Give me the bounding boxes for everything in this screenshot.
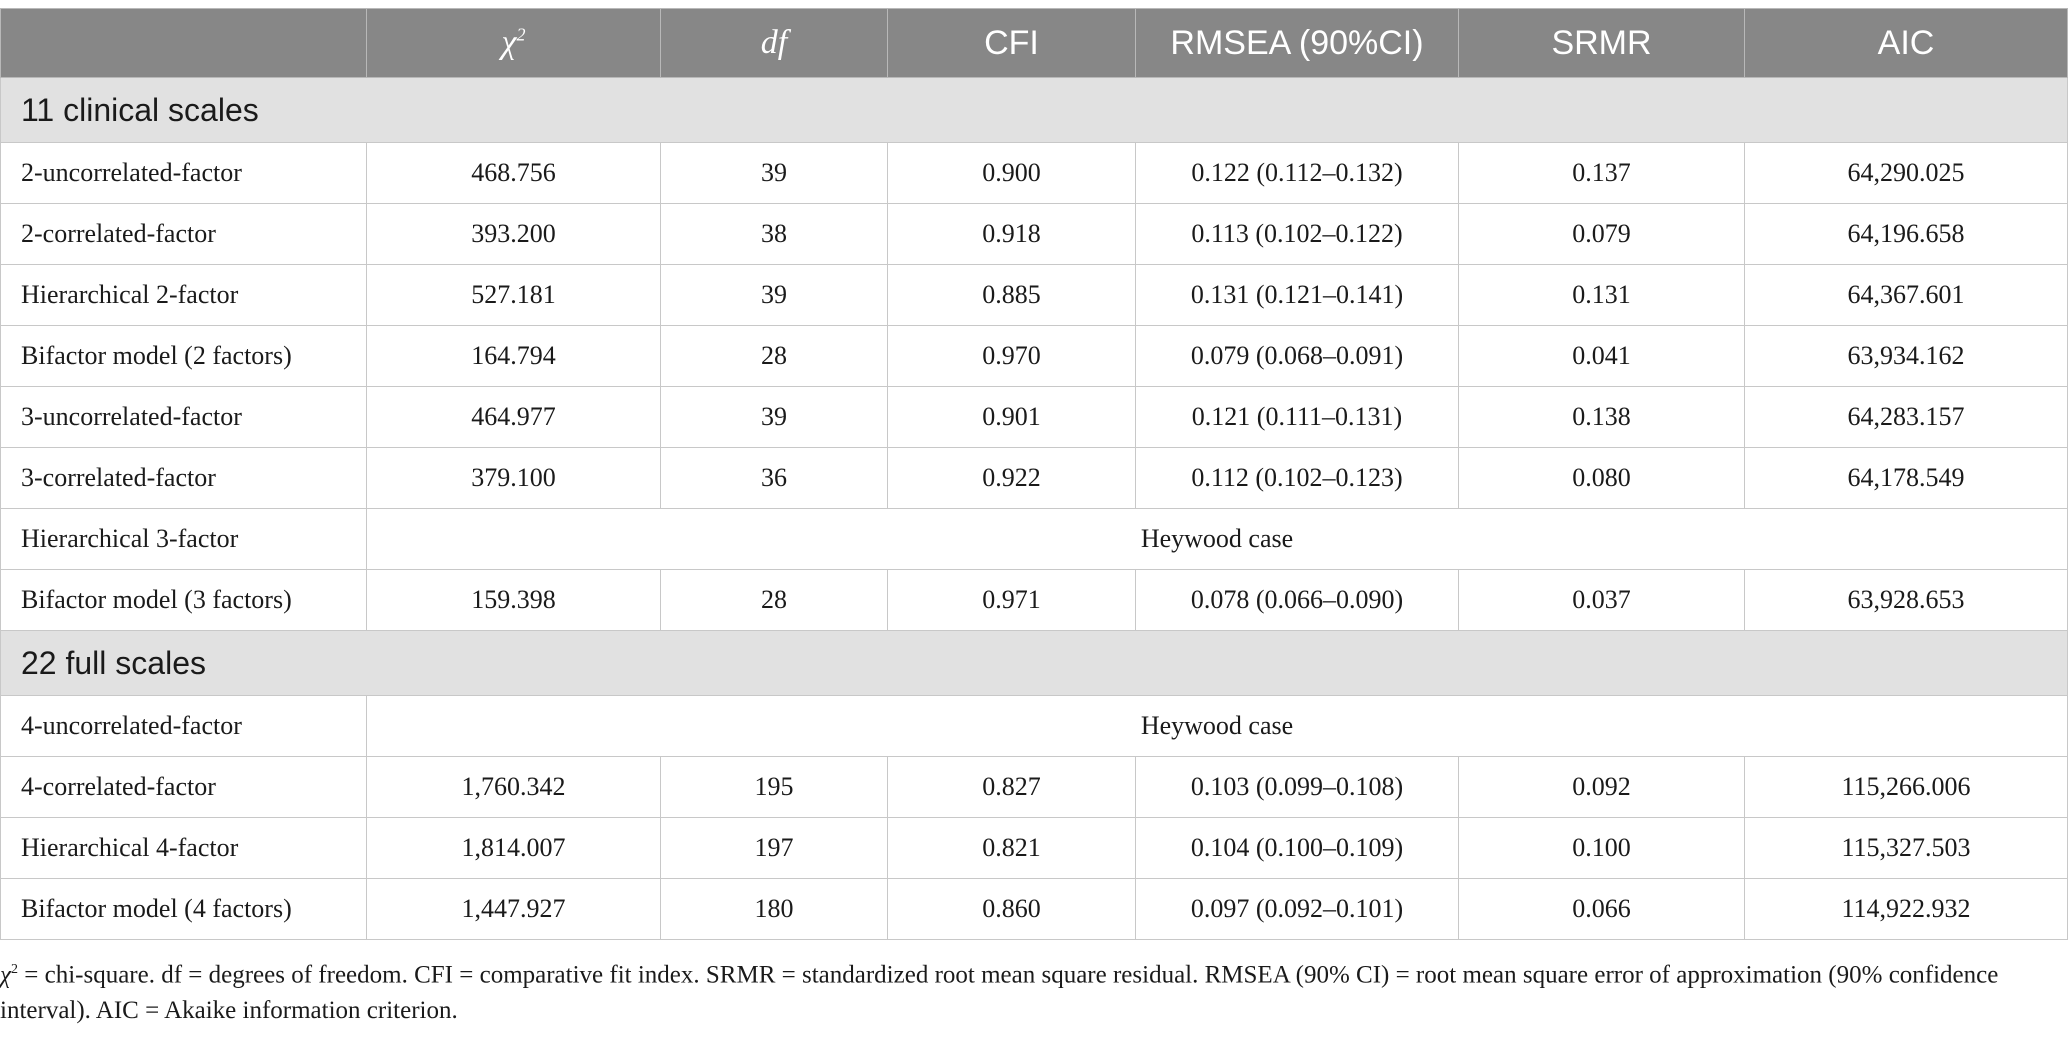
model-name-cell: 3-correlated-factor <box>1 448 367 509</box>
table-row <box>1 143 2068 204</box>
srmr-cell: 0.137 <box>1459 143 1745 204</box>
cfi-cell: 0.900 <box>888 143 1136 204</box>
header-cfi: CFI <box>888 9 1136 78</box>
model-fit-table <box>0 8 2068 940</box>
table-body <box>1 78 2068 940</box>
chi2-cell: 164.794 <box>367 326 661 387</box>
df-cell: 28 <box>661 326 888 387</box>
rmsea-cell: 0.103 (0.099–0.108) <box>1136 757 1459 818</box>
df-cell: 38 <box>661 204 888 265</box>
chi2-cell: 379.100 <box>367 448 661 509</box>
rmsea-cell: 0.131 (0.121–0.141) <box>1136 265 1459 326</box>
section-header-row <box>1 631 2068 696</box>
model-name-cell: 2-uncorrelated-factor <box>1 143 367 204</box>
model-name-cell: Bifactor model (3 factors) <box>1 570 367 631</box>
model-name-cell: Hierarchical 2-factor <box>1 265 367 326</box>
table-row <box>1 326 2068 387</box>
aic-cell: 115,327.503 <box>1745 818 2068 879</box>
table-row <box>1 448 2068 509</box>
srmr-cell: 0.066 <box>1459 879 1745 940</box>
chi2-cell: 1,447.927 <box>367 879 661 940</box>
table-row <box>1 879 2068 940</box>
aic-cell: 64,367.601 <box>1745 265 2068 326</box>
srmr-cell: 0.131 <box>1459 265 1745 326</box>
model-name-cell: Bifactor model (4 factors) <box>1 879 367 940</box>
header-row <box>1 9 2068 78</box>
header-model <box>1 9 367 78</box>
rmsea-cell: 0.079 (0.068–0.091) <box>1136 326 1459 387</box>
table-footnote: $\chi^2$ = chi-square. df = degrees of freedom. CFI = comparative fit index. SRMR = standardized root mean square residual. RMSEA (90% CI) = root mean square error of approximation (90% confidence interval). AIC = Akaike information criterion. <box>0 961 1999 1025</box>
aic-cell: 115,266.006 <box>1745 757 2068 818</box>
chi2-cell: 527.181 <box>367 265 661 326</box>
cfi-cell: 0.971 <box>888 570 1136 631</box>
aic-cell: 64,178.549 <box>1745 448 2068 509</box>
header-df: df <box>661 9 888 78</box>
section-title: 11 clinical scales <box>1 78 2068 143</box>
aic-cell: 114,922.932 <box>1745 879 2068 940</box>
header-srmr: SRMR <box>1459 9 1745 78</box>
table-row <box>1 387 2068 448</box>
aic-cell: 63,934.162 <box>1745 326 2068 387</box>
rmsea-cell: 0.121 (0.111–0.131) <box>1136 387 1459 448</box>
rmsea-cell: 0.113 (0.102–0.122) <box>1136 204 1459 265</box>
chi2-cell: 468.756 <box>367 143 661 204</box>
chi2-cell: 1,760.342 <box>367 757 661 818</box>
df-cell: 36 <box>661 448 888 509</box>
srmr-cell: 0.092 <box>1459 757 1745 818</box>
cfi-cell: 0.901 <box>888 387 1136 448</box>
model-name-cell: 4-correlated-factor <box>1 757 367 818</box>
rmsea-cell: 0.112 (0.102–0.123) <box>1136 448 1459 509</box>
rmsea-cell: 0.078 (0.066–0.090) <box>1136 570 1459 631</box>
table-row <box>1 509 2068 570</box>
aic-cell: 64,196.658 <box>1745 204 2068 265</box>
model-name-cell: 2-correlated-factor <box>1 204 367 265</box>
rmsea-cell: 0.122 (0.112–0.132) <box>1136 143 1459 204</box>
chi2-cell: 1,814.007 <box>367 818 661 879</box>
df-cell: 180 <box>661 879 888 940</box>
model-name-cell: 4-uncorrelated-factor <box>1 696 367 757</box>
srmr-cell: 0.037 <box>1459 570 1745 631</box>
table-row <box>1 570 2068 631</box>
df-cell: 39 <box>661 143 888 204</box>
rmsea-cell: 0.104 (0.100–0.109) <box>1136 818 1459 879</box>
df-cell: 39 <box>661 265 888 326</box>
header-chi-square: $\chi^2$ <box>367 9 661 78</box>
aic-cell: 64,283.157 <box>1745 387 2068 448</box>
table-row <box>1 757 2068 818</box>
heywood-case-cell: Heywood case <box>367 696 2068 757</box>
aic-cell: 63,928.653 <box>1745 570 2068 631</box>
section-header-row <box>1 78 2068 143</box>
cfi-cell: 0.827 <box>888 757 1136 818</box>
heywood-case-cell: Heywood case <box>367 509 2068 570</box>
df-cell: 28 <box>661 570 888 631</box>
model-name-cell: Hierarchical 4-factor <box>1 818 367 879</box>
chi2-cell: 159.398 <box>367 570 661 631</box>
model-name-cell: Hierarchical 3-factor <box>1 509 367 570</box>
chi2-cell: 393.200 <box>367 204 661 265</box>
srmr-cell: 0.079 <box>1459 204 1745 265</box>
srmr-cell: 0.138 <box>1459 387 1745 448</box>
cfi-cell: 0.970 <box>888 326 1136 387</box>
cfi-cell: 0.821 <box>888 818 1136 879</box>
df-cell: 39 <box>661 387 888 448</box>
cfi-cell: 0.922 <box>888 448 1136 509</box>
srmr-cell: 0.100 <box>1459 818 1745 879</box>
table-row <box>1 696 2068 757</box>
rmsea-cell: 0.097 (0.092–0.101) <box>1136 879 1459 940</box>
chi2-cell: 464.977 <box>367 387 661 448</box>
cfi-cell: 0.918 <box>888 204 1136 265</box>
df-cell: 197 <box>661 818 888 879</box>
header-aic: AIC <box>1745 9 2068 78</box>
model-name-cell: 3-uncorrelated-factor <box>1 387 367 448</box>
table-row <box>1 818 2068 879</box>
df-cell: 195 <box>661 757 888 818</box>
srmr-cell: 0.041 <box>1459 326 1745 387</box>
section-title: 22 full scales <box>1 631 2068 696</box>
table-row <box>1 204 2068 265</box>
srmr-cell: 0.080 <box>1459 448 1745 509</box>
table-row <box>1 265 2068 326</box>
cfi-cell: 0.885 <box>888 265 1136 326</box>
cfi-cell: 0.860 <box>888 879 1136 940</box>
model-name-cell: Bifactor model (2 factors) <box>1 326 367 387</box>
fit-table-container <box>0 8 2068 940</box>
aic-cell: 64,290.025 <box>1745 143 2068 204</box>
header-rmsea: RMSEA (90%CI) <box>1136 9 1459 78</box>
